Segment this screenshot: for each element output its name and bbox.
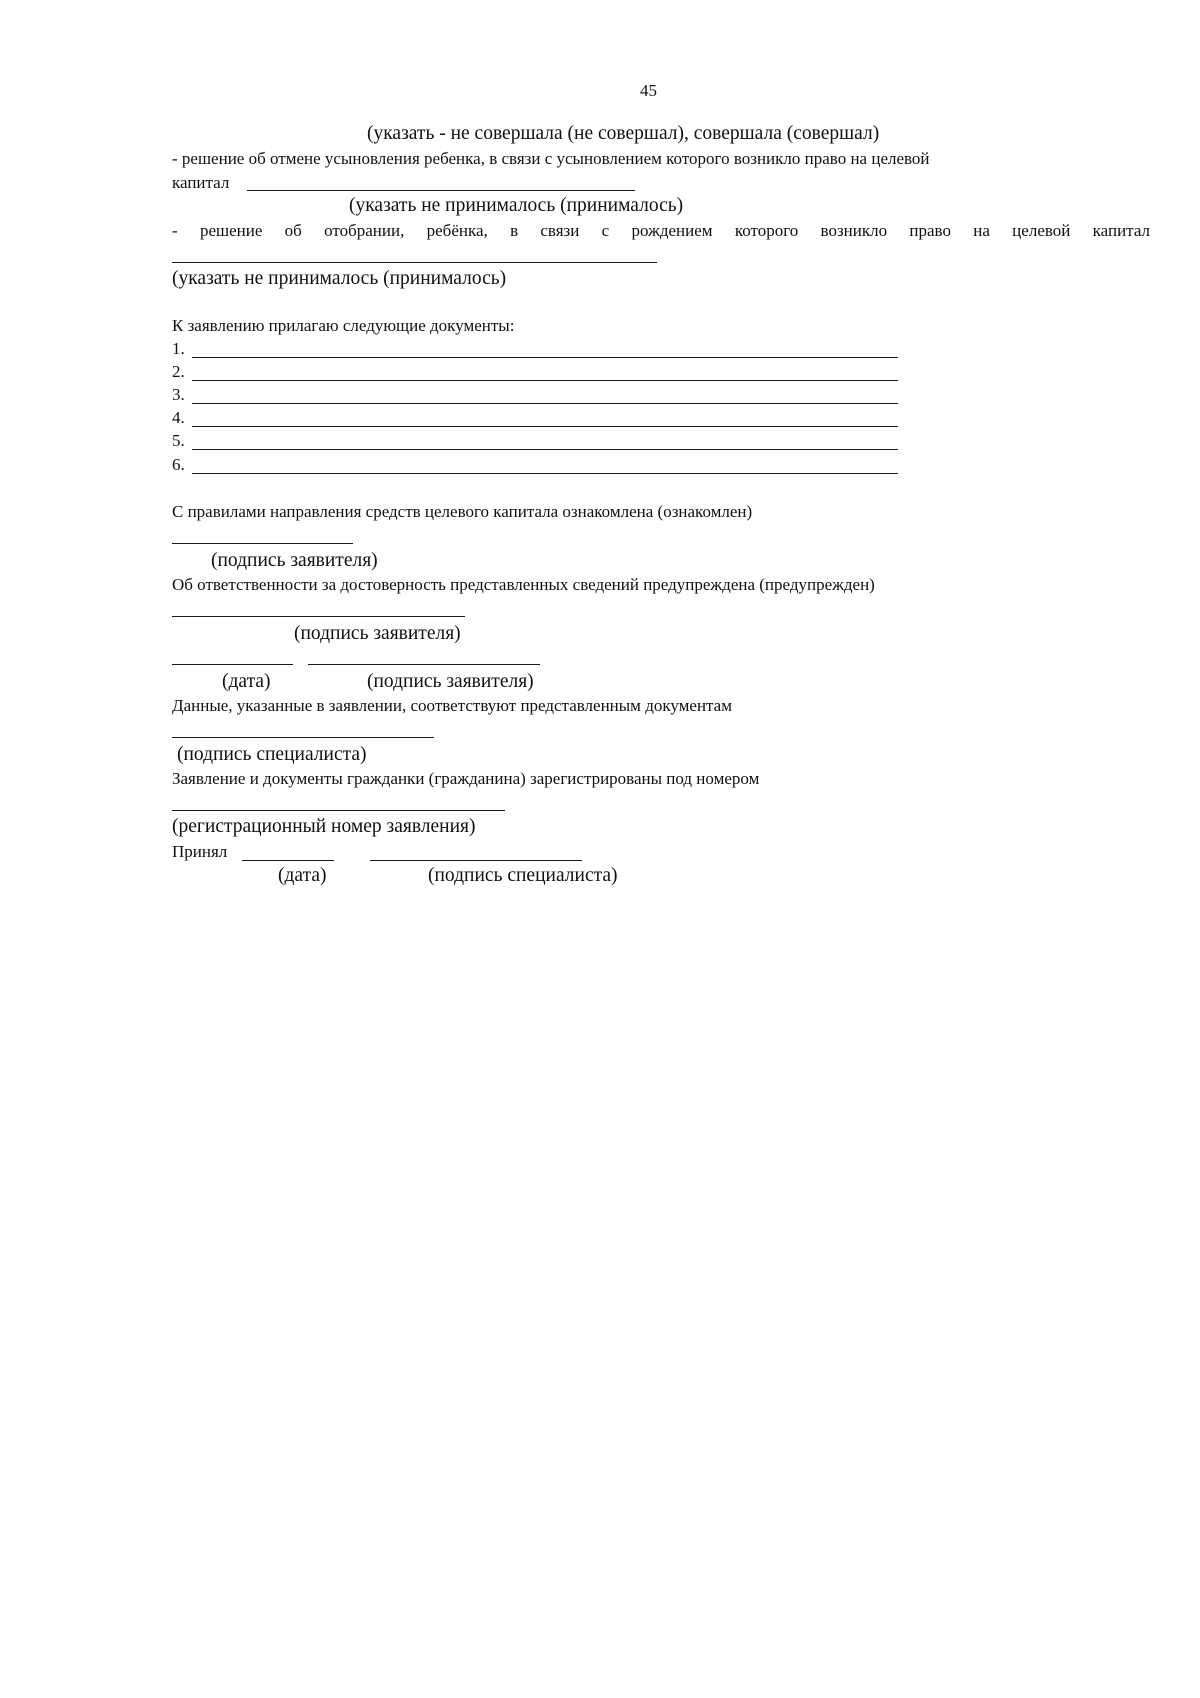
rules-acknowledgement: С правилами направления средств целевого капитала ознакомлена (ознакомлен) — [172, 502, 753, 521]
adoption-blank-line — [247, 190, 635, 191]
registered-statement: Заявление и документы гражданки (гражданина) зарегистрированы под номером — [172, 769, 760, 788]
accepted-date-line — [242, 860, 334, 861]
accepted-label: Принял — [172, 842, 228, 861]
document-item-4-number: 4. — [172, 408, 185, 427]
adoption-line-2: капитал — [172, 173, 230, 192]
removal-blank-line — [172, 262, 657, 263]
document-item-3-line — [192, 403, 898, 404]
signature-2-label: (подпись заявителя) — [294, 623, 461, 644]
documents-heading: К заявлению прилагаю следующие документы: — [172, 316, 515, 335]
removal-note: (указать не принималось (принималось) — [172, 268, 507, 289]
responsibility-acknowledgement: Об ответственности за достоверность представленных сведений предупреждена (предупрежден) — [172, 575, 875, 594]
document-item-5-line — [192, 449, 898, 450]
document-item-1-number: 1. — [172, 339, 185, 358]
removal-line-1: - решение об отобрании, ребёнка, в связи с рождением которого возникло право на целевой капитал — [172, 221, 1150, 240]
accepted-signature-label: (подпись специалиста) — [428, 865, 618, 886]
document-item-6-number: 6. — [172, 455, 185, 474]
specialist-signature-line — [172, 737, 434, 738]
signature-1-label: (подпись заявителя) — [211, 550, 378, 571]
registration-number-label: (регистрационный номер заявления) — [172, 816, 476, 837]
signature-3-label: (подпись заявителя) — [367, 671, 534, 692]
registration-number-line — [172, 810, 505, 811]
document-item-4-line — [192, 426, 898, 427]
accepted-date-label: (дата) — [278, 865, 327, 886]
document-item-2-number: 2. — [172, 362, 185, 381]
accepted-signature-line — [370, 860, 582, 861]
signature-line-3 — [308, 664, 540, 665]
data-matches-statement: Данные, указанные в заявлении, соответствуют представленным документам — [172, 696, 732, 715]
signature-line-2 — [172, 616, 465, 617]
document-item-5-number: 5. — [172, 431, 185, 450]
page-number: 45 — [640, 81, 657, 100]
document-item-6-line — [192, 473, 898, 474]
date-label: (дата) — [222, 671, 271, 692]
adoption-note: (указать не принималось (принималось) — [349, 195, 684, 216]
specialist-signature-label: (подпись специалиста) — [177, 744, 367, 765]
signature-line-1 — [172, 543, 353, 544]
document-item-2-line — [192, 380, 898, 381]
date-line — [172, 664, 293, 665]
note-committed: (указать - не совершала (не совершал), совершала (совершал) — [367, 123, 880, 144]
document-item-1-line — [192, 357, 898, 358]
adoption-line-1: - решение об отмене усыновления ребенка, в связи с усыновлением которого возникло право на целевой — [172, 149, 930, 168]
document-item-3-number: 3. — [172, 385, 185, 404]
